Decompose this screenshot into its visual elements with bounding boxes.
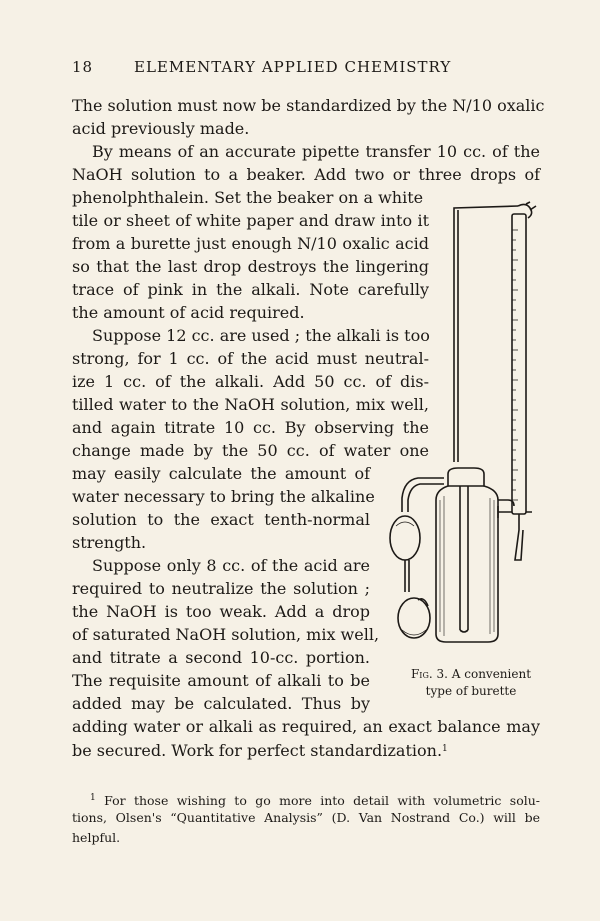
body-line: change made by the 50 cc. of water one	[72, 441, 429, 460]
body-line: trace of pink in the alkali. Note carefully	[72, 280, 429, 299]
figure-caption	[396, 666, 546, 700]
body-line: Suppose 12 cc. are used ; the alkali is too	[92, 326, 430, 345]
body-line: adding water or alkali as required, an exact balance may	[72, 717, 540, 736]
burette-illustration	[388, 200, 538, 660]
body-line: required to neutralize the solution ;	[72, 579, 370, 598]
footnote-line: helpful.	[72, 830, 121, 845]
body-line: of saturated NaOH solution, mix well,	[72, 625, 380, 644]
body-line: may easily calculate the amount of	[72, 464, 370, 483]
body-line: ize 1 cc. of the alkali. Add 50 cc. of dis-	[72, 372, 429, 391]
footnote-line: tions, Olsen's “Quantitative Analysis” (D. Van Nostrand Co.) will be	[72, 810, 540, 825]
body-line: The solution must now be standardized by the N/10 oxalic	[72, 96, 545, 115]
body-line: NaOH solution to a beaker. Add two or three drops of	[72, 165, 540, 184]
body-line: acid previously made.	[72, 119, 250, 138]
body-line: added may be calculated. Thus by	[72, 694, 370, 713]
body-line: from a burette just enough N/10 oxalic acid	[72, 234, 429, 253]
footnote-marker: 1	[90, 793, 96, 803]
body-line: the NaOH is too weak. Add a drop	[72, 602, 370, 621]
figure-label: Fig. 3.	[410, 667, 448, 681]
running-title: ELEMENTARY APPLIED CHEMISTRY	[134, 58, 452, 76]
body-line: The requisite amount of alkali to be	[72, 671, 370, 690]
body-line: Suppose only 8 cc. of the acid are	[92, 556, 370, 575]
running-header	[72, 58, 532, 80]
caption-text-1: A convenient	[451, 667, 532, 681]
page-number: 18	[72, 58, 94, 76]
body-line: strength.	[72, 533, 147, 552]
body-line: By means of an accurate pipette transfer 10 cc. of the	[92, 142, 540, 161]
body-line: the amount of acid required.	[72, 303, 305, 322]
footnote-line	[90, 788, 540, 808]
body-line: tile or sheet of white paper and draw into it	[72, 211, 429, 230]
body-line: water necessary to bring the alkaline	[72, 487, 375, 506]
body-line: tilled water to the NaOH solution, mix well,	[72, 395, 429, 414]
body-line: and again titrate 10 cc. By observing the	[72, 418, 429, 437]
body-line: phenolphthalein. Set the beaker on a white	[72, 188, 424, 207]
body-line: solution to the exact tenth-normal	[72, 510, 370, 529]
body-line-last	[72, 738, 448, 761]
body-line-text: be secured. Work for perfect standardization.	[72, 741, 443, 760]
footnote-text: For those wishing to go more into detail with volumetric solu-	[104, 793, 540, 808]
footnote-ref: 1	[442, 744, 448, 754]
caption-text-2: type of burette	[425, 684, 517, 698]
body-line: so that the last drop destroys the lingering	[72, 257, 429, 276]
body-line: strong, for 1 cc. of the acid must neutral-	[72, 349, 429, 368]
body-line: and titrate a second 10-cc. portion.	[72, 648, 370, 667]
